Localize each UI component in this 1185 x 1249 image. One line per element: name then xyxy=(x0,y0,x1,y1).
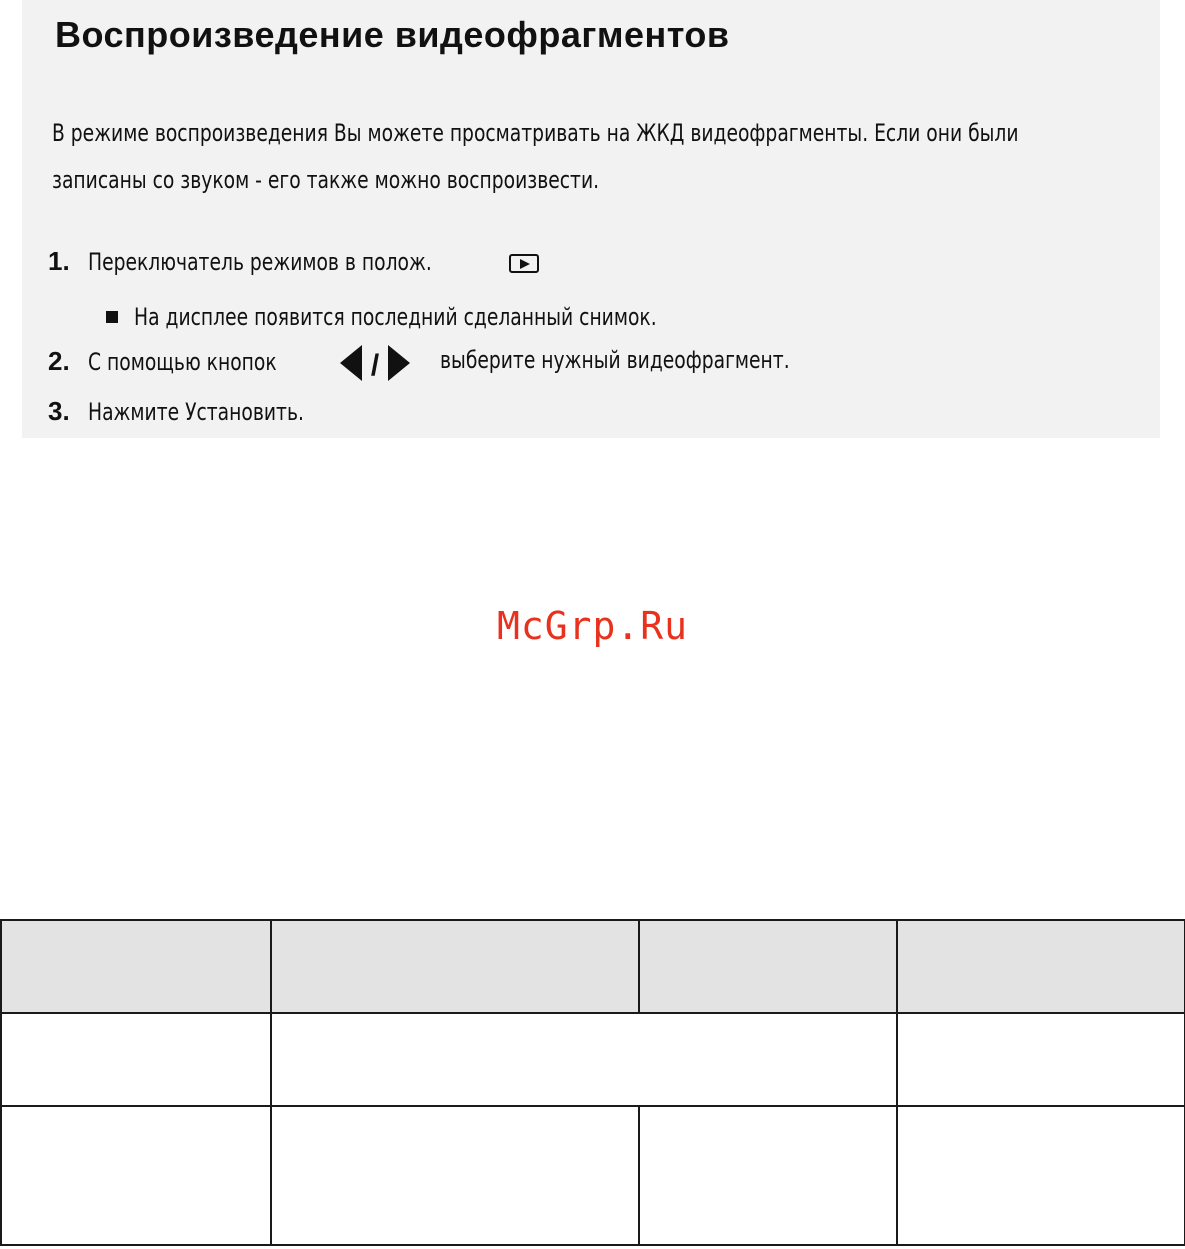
table-header-cell xyxy=(897,920,1185,1013)
bullet-square-icon xyxy=(106,311,118,323)
step-2-number: 2. xyxy=(48,346,70,376)
intro-paragraph xyxy=(52,110,1144,204)
spec-table xyxy=(0,919,1185,1246)
step-2-text-after: выберите нужный видеофрагмент. xyxy=(440,346,790,374)
watermark-text: McGrp.Ru xyxy=(496,604,689,648)
left-right-arrows-icon xyxy=(340,343,410,383)
table-header-cell xyxy=(271,920,639,1013)
table-cell xyxy=(271,1106,639,1245)
table-header-cell xyxy=(1,920,271,1013)
table-cell xyxy=(1,1106,271,1245)
table-cell xyxy=(897,1013,1185,1106)
step-1-note xyxy=(106,303,804,331)
table-row xyxy=(1,1106,1185,1245)
step-3-text: Нажмите Установить. xyxy=(88,397,304,426)
table-header-row xyxy=(1,920,1185,1013)
play-mode-icon xyxy=(509,254,539,273)
step-2 xyxy=(48,346,330,377)
step-1-note-text: На дисплее появится последний сделанный снимок. xyxy=(134,303,657,331)
table-cell xyxy=(897,1106,1185,1245)
step-1 xyxy=(48,246,529,277)
step-1-number: 1. xyxy=(48,246,70,276)
step-2-continuation xyxy=(440,346,888,374)
intro-line-2: записаны со звуком - его также можно воспроизвести. xyxy=(52,166,600,194)
step-3-number: 3. xyxy=(48,396,70,426)
table-cell-merged xyxy=(271,1013,897,1106)
page-title: Воспроизведение видеофрагментов xyxy=(55,14,730,55)
arrow-separator: / xyxy=(370,349,380,382)
step-3 xyxy=(48,396,365,427)
table-row xyxy=(1,1013,1185,1106)
right-arrow-icon xyxy=(388,345,410,381)
step-2-text-before: С помощью кнопок xyxy=(88,347,277,376)
table-cell xyxy=(639,1106,897,1245)
table-header-cell xyxy=(639,920,897,1013)
table-cell xyxy=(1,1013,271,1106)
step-1-text: Переключатель режимов в полож. xyxy=(88,247,432,276)
intro-line-1: В режиме воспроизведения Вы можете просматривать на ЖКД видеофрагменты. Если они были xyxy=(52,119,1019,147)
left-arrow-icon xyxy=(340,345,362,381)
